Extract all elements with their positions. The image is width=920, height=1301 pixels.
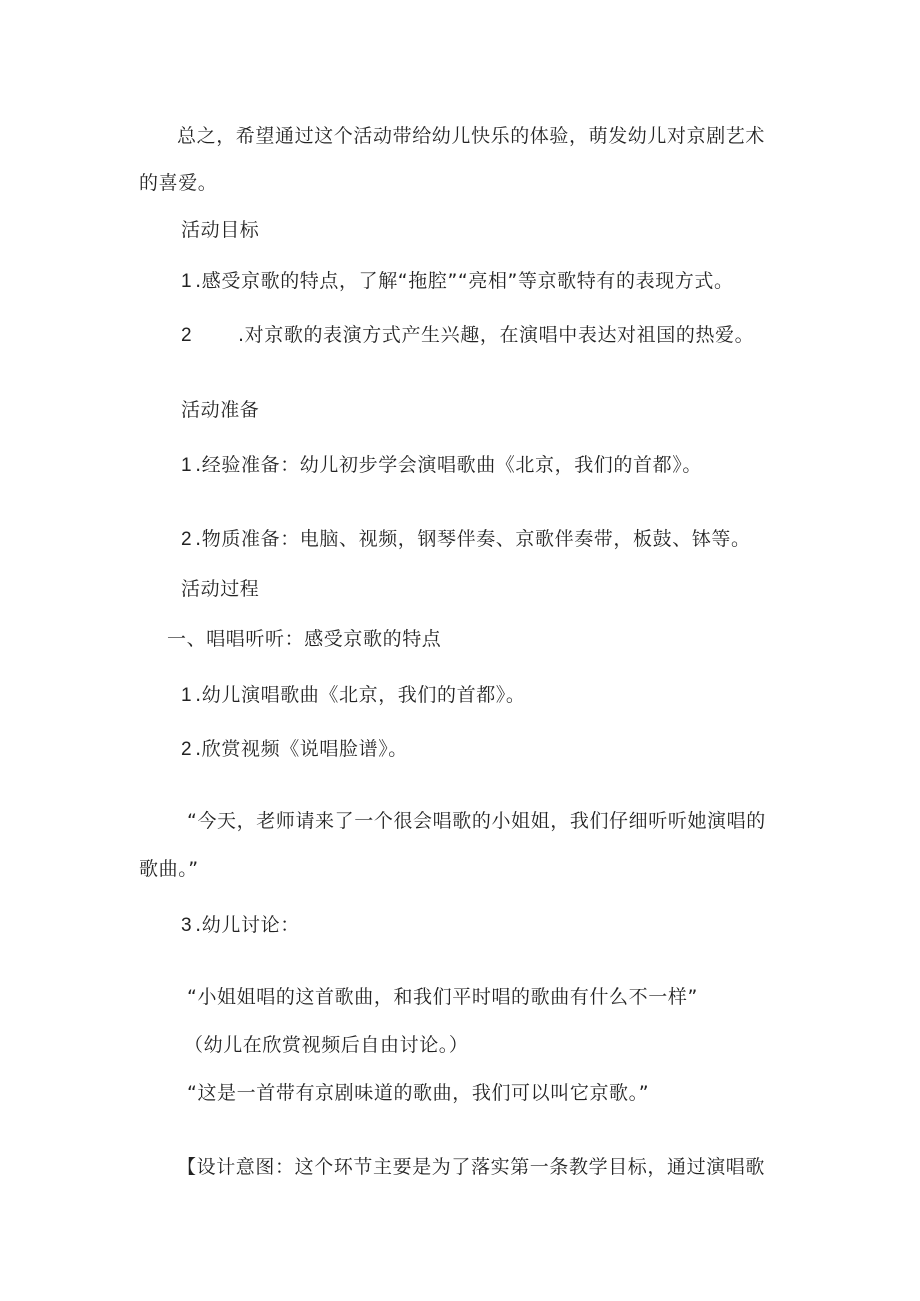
quote-3: “这是一首带有京剧味道的歌曲，我们可以叫它京歌。” [187,1082,650,1104]
goal-item-2-text: .对京歌的表演方式产生兴趣，在演唱中表达对祖国的热爱。 [238,324,755,346]
goal-item-2 [181,322,754,349]
prep-item-1 [181,452,702,479]
quote-1-line-1: “今天，老师请来了一个很会唱歌的小姐姐，我们仔细听听她演唱的 [187,810,766,832]
process-item-3-text: .幼儿讨论： [195,914,300,936]
process-item-2 [181,736,408,763]
process-item-2-text: .欣赏视频《说唱脸谱》。 [195,738,408,760]
intro-line-2: 的喜爱。 [139,172,218,194]
goal-item-1 [181,268,734,295]
process-item-1-text: .幼儿演唱歌曲《北京，我们的首都》。 [195,684,526,706]
process-item-1-number: 1 [181,685,193,706]
discussion-note: （幼儿在欣赏视频后自由讨论。） [184,1034,469,1056]
prep-item-2-number: 2 [181,529,193,550]
goal-item-1-number: 1 [181,271,193,292]
goals-heading: 活动目标 [181,219,260,241]
prep-item-2 [181,526,751,553]
design-intent: 【设计意图：这个环节主要是为了落实第一条教学目标，通过演唱歌 [177,1156,766,1178]
process-heading: 活动过程 [181,578,260,600]
prep-item-2-text: .物质准备：电脑、视频，钢琴伴奏、京歌伴奏带，板鼓、钵等。 [195,528,751,550]
goal-item-2-number: 2 [181,325,193,346]
process-item-1 [181,682,526,709]
prep-heading: 活动准备 [181,399,260,421]
quote-2: “小姐姐唱的这首歌曲，和我们平时唱的歌曲有什么不一样” [187,986,698,1008]
process-item-3 [181,912,300,939]
process-item-3-number: 3 [181,915,193,936]
process-section-1-title: 一、唱唱听听：感受京歌的特点 [167,628,442,650]
goal-item-1-text: .感受京歌的特点，了解“拖腔”“亮相”等京歌特有的表现方式。 [195,270,734,292]
process-item-2-number: 2 [181,739,193,760]
prep-item-1-text: .经验准备：幼儿初步学会演唱歌曲《北京，我们的首都》。 [195,454,702,476]
intro-line-1: 总之，希望通过这个活动带给幼儿快乐的体验，萌发幼儿对京剧艺术 [177,125,766,147]
prep-item-1-number: 1 [181,455,193,476]
quote-1-line-2: 歌曲。” [139,858,199,880]
